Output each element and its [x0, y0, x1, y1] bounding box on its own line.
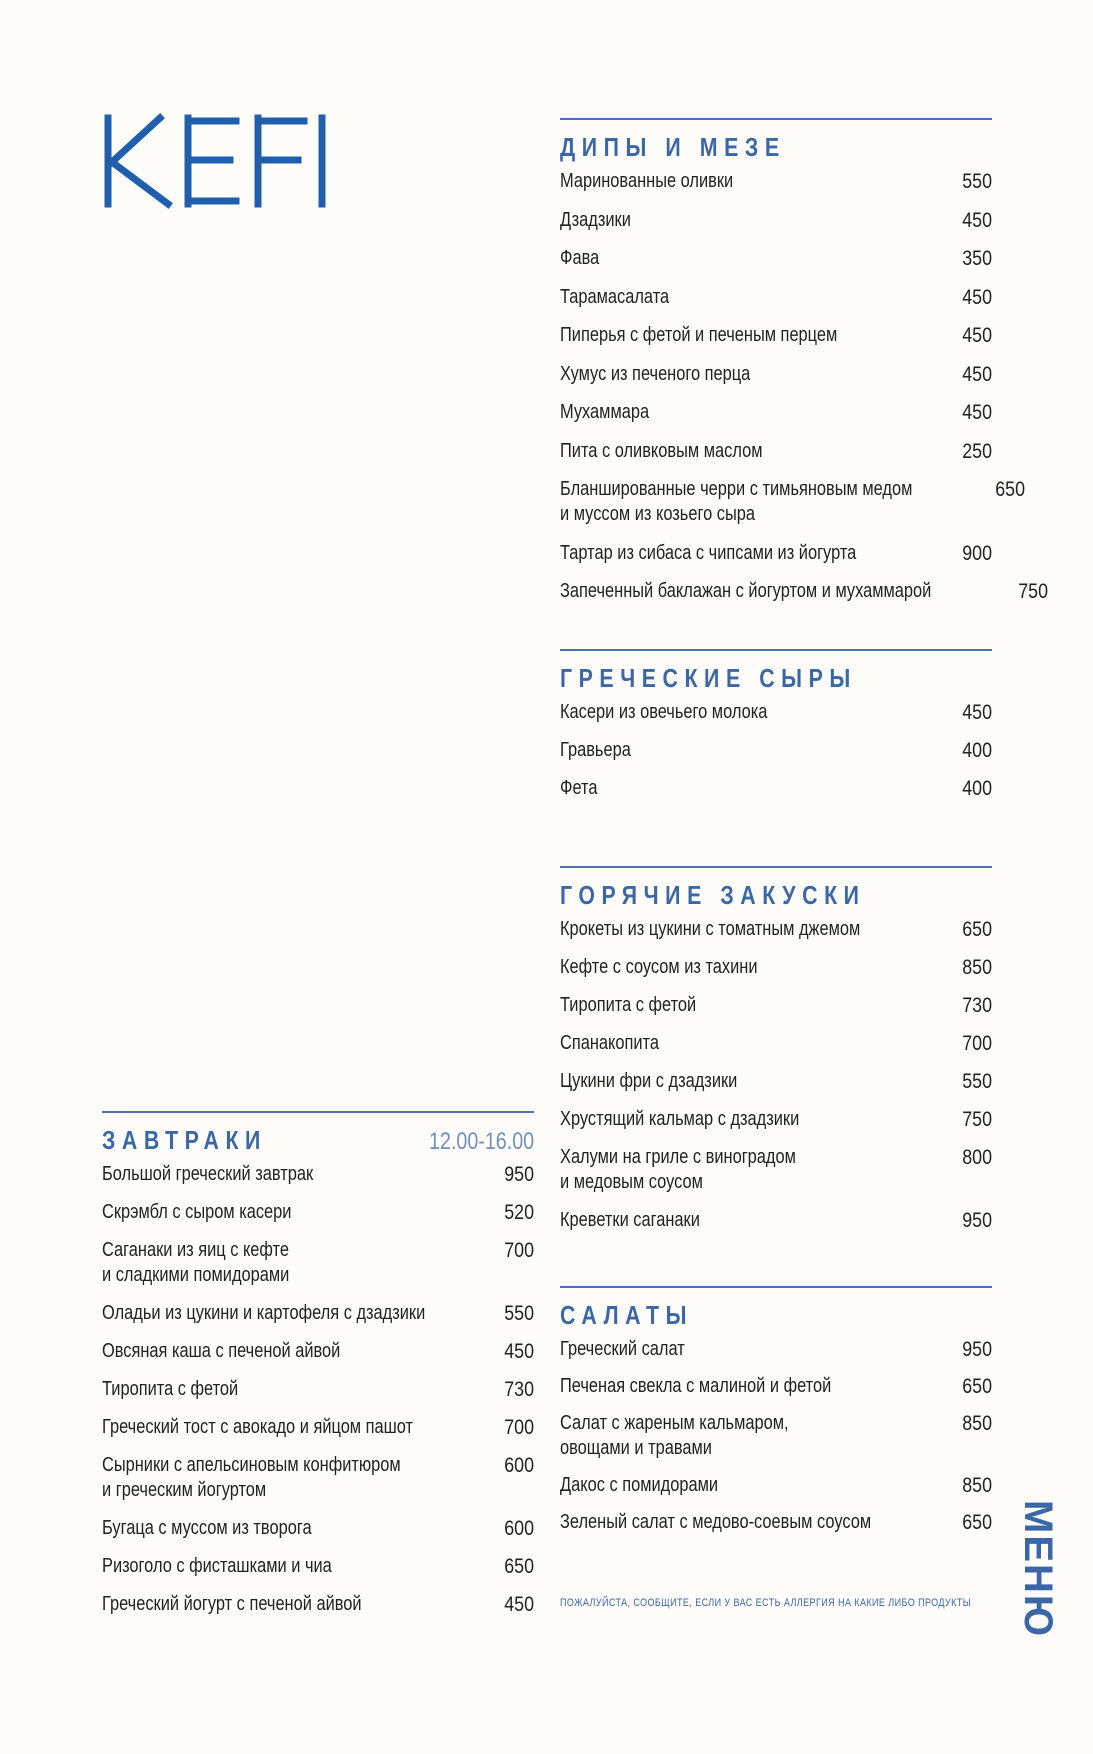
menu-item-name-line: Скрэмбл с сыром касери	[102, 1201, 292, 1223]
menu-item-price: 600	[504, 1454, 534, 1477]
section-hot	[560, 866, 992, 1246]
menu-item-name-line: Греческий тост с авокадо и яйцом пашот	[102, 1416, 414, 1438]
menu-label: МЕНЮ	[1016, 1500, 1060, 1639]
menu-item-name	[102, 1377, 238, 1402]
menu-item-price: 450	[962, 401, 992, 424]
menu-item-price: 450	[504, 1593, 534, 1616]
menu-item-name-line: Пита с оливковым маслом	[560, 439, 763, 462]
menu-item	[102, 1453, 534, 1503]
menu-item-name	[102, 1200, 291, 1225]
section-breakfast	[102, 1111, 534, 1630]
menu-item-name-line: овощами и травами	[560, 1437, 712, 1459]
section-title: ЗАВТРАКИ	[102, 1125, 267, 1155]
menu-item-price: 750	[962, 1108, 992, 1131]
menu-item	[560, 579, 1048, 604]
menu-item	[102, 1200, 534, 1225]
menu-item	[560, 1411, 992, 1461]
menu-item-name-line: и сладкими помидорами	[102, 1264, 290, 1286]
menu-item	[560, 1337, 992, 1362]
menu-item-name	[560, 1107, 799, 1132]
menu-item	[102, 1554, 534, 1579]
menu-item-name-line: Тартар из сибаса с чипсами из йогурта	[560, 541, 857, 564]
section-dips	[560, 118, 1048, 618]
menu-item-price: 700	[504, 1239, 534, 1262]
menu-item-price: 450	[962, 701, 992, 724]
menu-item-name-line: Дзадзики	[560, 208, 631, 231]
menu-item-name-line: Большой греческий завтрак	[102, 1163, 314, 1185]
menu-item-name-line: Мухаммара	[560, 401, 650, 423]
menu-item	[560, 323, 992, 348]
allergy-note: ПОЖАЛУЙСТА, СООБЩИТЕ, ЕСЛИ У ВАС ЕСТЬ АЛЛЕРГИЯ НА КАКИЕ ЛИБО ПРОДУКТЫ	[560, 1597, 972, 1609]
menu-item-name-line: Кефте с соусом из тахини	[560, 956, 758, 978]
menu-item	[560, 477, 1025, 527]
menu-item	[560, 738, 992, 763]
menu-item-name-line: Сырники с апельсиновым конфитюром	[102, 1454, 401, 1476]
menu-item-price: 850	[962, 1412, 992, 1435]
menu-item	[560, 955, 992, 980]
menu-item-name-line: Бланшированные черри с тимьяновым медом	[560, 478, 913, 500]
section-divider	[560, 866, 992, 868]
menu-item	[560, 917, 992, 942]
menu-item	[560, 776, 992, 801]
menu-item-price: 250	[962, 439, 992, 463]
menu-item-name-line: Зеленый салат с медово-соевым соусом	[560, 1511, 872, 1533]
menu-item-price: 600	[504, 1517, 534, 1540]
menu-item-name	[560, 738, 631, 763]
menu-item-price: 700	[962, 1032, 992, 1055]
menu-item	[102, 1238, 534, 1288]
menu-item-price: 350	[962, 247, 992, 270]
menu-item-name-line: Пиперья с фетой и печеным перцем	[560, 324, 838, 346]
menu-item	[560, 1374, 992, 1399]
menu-item	[102, 1339, 534, 1364]
menu-item	[102, 1377, 534, 1402]
menu-item-name-line: Овсяная каша с печеной айвой	[102, 1340, 341, 1362]
menu-item-price: 950	[962, 1338, 992, 1361]
kefi-logo	[100, 100, 340, 210]
menu-item	[560, 700, 992, 725]
menu-item	[560, 400, 992, 425]
menu-item-price: 400	[962, 777, 992, 800]
menu-item-price: 450	[504, 1340, 534, 1363]
menu-item-name	[560, 1208, 700, 1233]
menu-item-name	[560, 285, 669, 310]
menu-item-name	[560, 1145, 796, 1195]
menu-item	[102, 1592, 534, 1617]
menu-item-name	[560, 169, 733, 194]
menu-item-price: 850	[962, 956, 992, 979]
menu-item-name	[560, 439, 762, 464]
menu-item-name	[102, 1415, 413, 1440]
menu-item	[102, 1162, 534, 1187]
menu-item-name-line: и муссом из козьего сыра	[560, 503, 755, 525]
section-divider	[560, 1286, 992, 1288]
menu-item	[560, 208, 992, 233]
section-title: ГОРЯЧИЕ ЗАКУСКИ	[560, 880, 866, 910]
menu-item-name	[560, 541, 856, 566]
menu-item	[560, 169, 992, 194]
menu-item-price: 650	[962, 918, 992, 941]
menu-item-name	[560, 1411, 789, 1461]
menu-item	[560, 993, 992, 1018]
menu-item-name-line: Хрустящий кальмар с дзадзики	[560, 1108, 800, 1130]
menu-item-name-line: Касери из овечьего молока	[560, 701, 768, 723]
menu-item-price: 730	[962, 994, 992, 1017]
menu-item	[560, 1145, 992, 1195]
menu-item	[560, 285, 992, 310]
menu-item-name-line: Креветки саганаки	[560, 1209, 700, 1231]
menu-item-price: 450	[962, 208, 992, 232]
menu-item-name-line: Спанакопита	[560, 1032, 660, 1054]
section-divider	[560, 118, 992, 120]
menu-item-price: 550	[962, 1070, 992, 1093]
menu-item	[560, 439, 992, 464]
menu-item-price: 550	[962, 170, 992, 193]
menu-item	[102, 1415, 534, 1440]
menu-item-name	[560, 776, 598, 801]
menu-item	[560, 1069, 992, 1094]
menu-item-name-line: Греческий салат	[560, 1338, 685, 1360]
menu-item-name	[560, 362, 750, 387]
menu-item-name	[560, 1031, 659, 1056]
menu-item-name	[560, 1069, 737, 1094]
menu-item-name	[560, 1374, 831, 1399]
section-cheeses	[560, 649, 992, 814]
menu-item-name-line: Хумус из печеного перца	[560, 362, 751, 385]
kefi-logo-mark	[100, 100, 340, 210]
section-title: ДИПЫ И МЕЗЕ	[560, 132, 786, 162]
menu-item-price: 850	[962, 1474, 992, 1497]
menu-item-name	[560, 917, 860, 942]
menu-item-name-line: Греческий йогурт с печеной айвой	[102, 1593, 362, 1615]
menu-item-name	[560, 323, 837, 348]
menu-item	[102, 1516, 534, 1541]
menu-item-name	[560, 208, 631, 233]
menu-item	[560, 1473, 992, 1498]
menu-item-price: 650	[504, 1555, 534, 1578]
menu-item-name	[560, 955, 758, 980]
section-salads	[560, 1286, 992, 1547]
menu-item-name-line: Саганаки из яиц с кефте	[102, 1239, 290, 1261]
menu-item-name-line: Тиропита с фетой	[560, 994, 697, 1016]
menu-item	[102, 1301, 534, 1326]
menu-item-name-line: Дакос с помидорами	[560, 1474, 719, 1496]
menu-item-name	[102, 1238, 289, 1288]
section-title: САЛАТЫ	[560, 1300, 694, 1330]
menu-item-name	[102, 1453, 401, 1503]
menu-item	[560, 1510, 992, 1535]
menu-item	[560, 246, 992, 271]
menu-item-name-line: и греческим йогуртом	[102, 1479, 267, 1501]
menu-item-price: 750	[1018, 580, 1048, 603]
menu-item-price: 650	[962, 1375, 992, 1398]
menu-item-name	[102, 1554, 332, 1579]
menu-item-name	[560, 1337, 685, 1362]
menu-item-name	[102, 1162, 313, 1187]
menu-item-name-line: Фава	[560, 247, 600, 269]
menu-item-name-line: Гравьера	[560, 739, 631, 761]
menu-item-price: 520	[504, 1201, 534, 1224]
menu-item-price: 730	[504, 1378, 534, 1401]
menu-item	[560, 1031, 992, 1056]
menu-item-name-line: Оладьи из цукини и картофеля с дзадзики	[102, 1302, 426, 1324]
menu-item-name-line: Тиропита с фетой	[102, 1378, 239, 1400]
menu-item-name	[560, 246, 599, 271]
menu-item-name	[102, 1301, 425, 1326]
menu-item-name-line: Печеная свекла с малиной и фетой	[560, 1375, 832, 1397]
menu-item	[560, 362, 992, 387]
menu-item-name	[102, 1592, 362, 1617]
menu-item-name-line: Тарамасалата	[560, 285, 670, 308]
menu-item-name	[560, 700, 767, 725]
menu-item-name	[560, 400, 649, 425]
menu-item-price: 950	[504, 1163, 534, 1186]
menu-item-name-line: Маринованные оливки	[560, 170, 734, 192]
menu-item	[560, 1107, 992, 1132]
menu-item-name	[560, 579, 931, 604]
menu-item-price: 400	[962, 739, 992, 762]
menu-item	[560, 1208, 992, 1233]
menu-item-price: 650	[962, 1511, 992, 1534]
menu-item-name	[560, 477, 912, 527]
menu-item-name	[102, 1516, 312, 1541]
menu-item-price: 450	[962, 362, 992, 386]
section-title: ГРЕЧЕСКИЕ СЫРЫ	[560, 663, 857, 693]
menu-item-name	[560, 1473, 718, 1498]
menu-item-name-line: и медовым соусом	[560, 1171, 703, 1193]
menu-item-name-line: Бугаца с муссом из творога	[102, 1517, 312, 1539]
menu-item-name-line: Ризоголо с фисташками и чиа	[102, 1555, 332, 1577]
menu-item-price: 450	[962, 285, 992, 309]
menu-item-price: 800	[962, 1146, 992, 1169]
menu-item-name	[560, 1510, 871, 1535]
menu-item-name-line: Фета	[560, 777, 598, 799]
menu-item-name-line: Цукини фри с дзадзики	[560, 1070, 738, 1092]
menu-item-name-line: Салат с жареным кальмаром,	[560, 1412, 789, 1434]
menu-item-name-line: Запеченный баклажан с йогуртом и мухаммарой	[560, 580, 932, 602]
menu-item-name-line: Халуми на гриле с виноградом	[560, 1146, 796, 1168]
menu-item-price: 700	[504, 1416, 534, 1439]
menu-item-price: 950	[962, 1209, 992, 1232]
section-divider	[102, 1111, 534, 1113]
menu-item-name	[102, 1339, 340, 1364]
menu-item-price: 650	[994, 478, 1025, 501]
section-divider	[560, 649, 992, 651]
menu-item-price: 900	[962, 541, 992, 565]
serving-hours: 12.00-16.00	[428, 1128, 534, 1155]
menu-item-price: 550	[504, 1302, 534, 1325]
menu-item	[560, 541, 992, 566]
menu-item-name-line: Крокеты из цукини с томатным джемом	[560, 918, 861, 940]
menu-item-name	[560, 993, 696, 1018]
menu-item-price: 450	[962, 324, 992, 347]
